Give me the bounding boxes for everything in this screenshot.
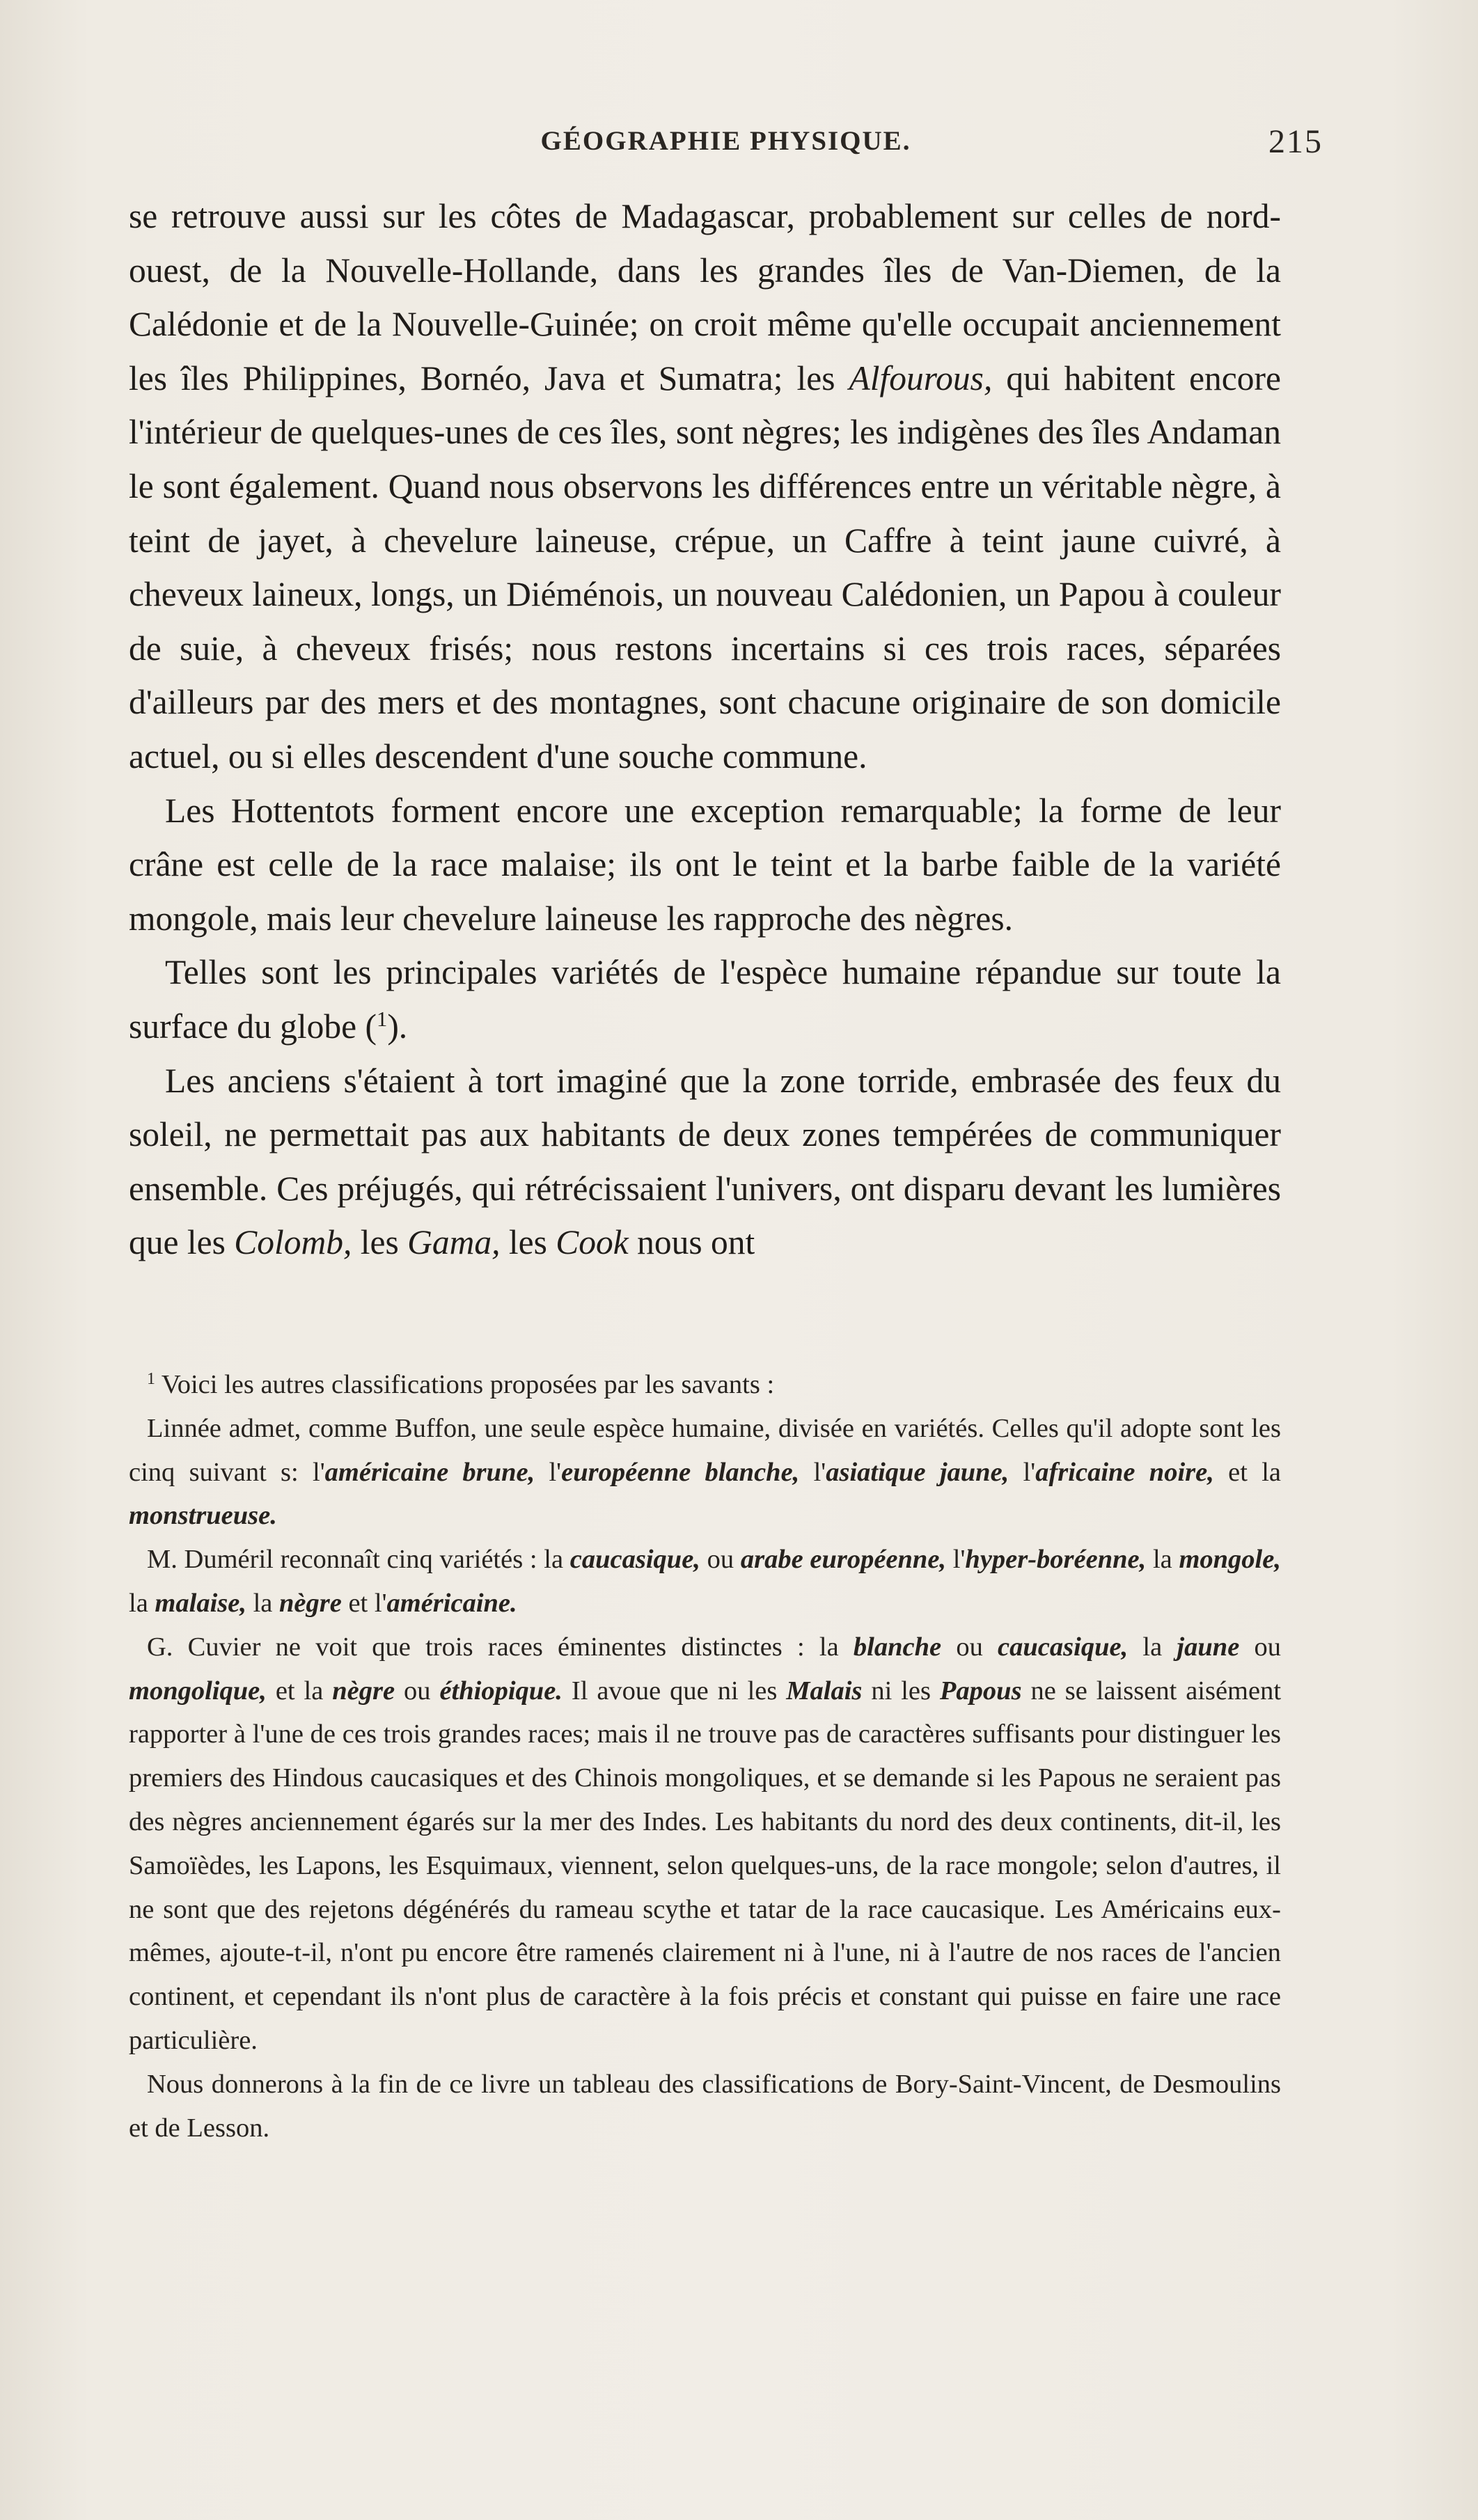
italic-term: américaine. <box>386 1588 517 1618</box>
footnote-cuvier: G. Cuvier ne voit que trois races éminentes distinctes : la blanche ou caucasique, la jaune ou mongolique, et la nègre ou éthiopique. Il avoue que ni les Malais ni les Papous ne se laissent aisément rapporter à l'une de ces trois grandes races; mais il ne trouve pas de caractères suffisants pour distinguer les premiers des Hindous caucasiques et des Chinois mongoliques, et se demande si les Papous ne seraient pas des nègres anciennement égarés sur la mer des Indes. Les habitants du nord des deux continents, dit-il, les Samoïèdes, les Lapons, les Esquimaux, viennent, selon quelques-uns, de la race mongole; selon d'autres, il ne sont que des rejetons dégénérés du rameau scythe et tatar de la race caucasique. Les Américains eux-mêmes, ajoute-t-il, n'ont pu encore être ramenés clairement ni à l'une, ni à l'autre de nos races de l'ancien continent, et cependant ils n'ont plus de caractère à la fois précis et constant qui puisse en faire une race particulière. <box>129 1632 1282 2055</box>
footnote-reference: ($^1$). <box>365 1007 408 1046</box>
italic-term: hyper-boréenne, <box>965 1545 1147 1575</box>
italic-term: éthiopique. <box>439 1676 563 1706</box>
text-run: Telles sont les principales variétés de l'espèce humaine répandue sur toute la surface du globe <box>129 953 1281 1046</box>
footnote-intro <box>129 1363 1281 1407</box>
footnote-closing: Nous donnerons à la fin de ce livre un tableau des classifications de Bory-Saint-Vincent, de Desmoulins et de Lesson. <box>129 2069 1281 2143</box>
italic-term: africaine noire, <box>1035 1457 1214 1487</box>
italic-term: caucasique, <box>569 1545 700 1575</box>
footnote-linnee: Linnée admet, comme Buffon, une seule espèce humaine, divisée en variétés. Celles qu'il adopte sont les cinq suivant s: l'américaine brune, l'européenne blanche, l'asiatique jaune, l'africaine noire, et la monstrueuse. <box>129 1413 1281 1531</box>
italic-term: américaine brune, <box>324 1457 535 1487</box>
italic-term: mongole, <box>1179 1545 1281 1575</box>
italic-term: asiatique jaune, <box>826 1457 1009 1487</box>
italic-term: blanche <box>853 1632 942 1662</box>
paragraph-1 <box>129 189 1281 784</box>
footnote-reference-number: 1 <box>376 1007 388 1032</box>
text-run: les <box>352 1223 408 1262</box>
main-text <box>129 189 1281 1270</box>
page-header <box>129 125 1323 167</box>
italic-term: nègre <box>279 1588 342 1618</box>
italic-term: Papous <box>939 1676 1022 1706</box>
italic-term: arabe européenne, <box>740 1545 947 1575</box>
italic-term: nègre <box>332 1676 395 1706</box>
text-run: Les anciens s'étaient à tort imaginé que la zone torride, embrasée des feux du soleil, ne permettait pas aux habitants de deux zones tempérées de communiquer ensemble. Ces préjugés, qui rétrécissaient l'univers, ont disparu devant les lumières que les <box>129 1061 1281 1262</box>
footnote-block <box>129 1363 1281 2150</box>
text-run: les <box>500 1223 556 1262</box>
italic-term: mongolique, <box>129 1676 267 1706</box>
text-run: se retrouve aussi sur les côtes de Madagascar, probablement sur celles de nord-ouest, de la Nouvelle-Hollande, dans les grandes îles de Van-Diemen, de la Calédonie et de la Nouvelle-Guinée; on croit même qu'elle occupait anciennement les îles Philippines, Bornéo, Java et Sumatra; les <box>129 197 1281 397</box>
text-run: Voici les autres classifications proposées par les savants : <box>155 1370 775 1399</box>
italic-term: Alfourous, <box>849 359 993 397</box>
italic-term: malaise, <box>155 1588 246 1618</box>
footnote-dumeril: M. Duméril reconnaît cinq variétés : la caucasique, ou arabe européenne, l'hyper-boréenne, la mongole, la malaise, la nègre et l'américaine. <box>129 1545 1281 1618</box>
italic-term: monstrueuse. <box>129 1501 277 1531</box>
italic-term: caucasique, <box>998 1632 1129 1662</box>
page-number: 215 <box>1268 123 1323 160</box>
italic-term: jaune <box>1177 1632 1240 1662</box>
paragraph-4 <box>129 1054 1281 1270</box>
running-title: GÉOGRAPHIE PHYSIQUE. <box>540 126 911 156</box>
italic-name: Gama, <box>407 1223 501 1262</box>
text-run: nous ont <box>628 1223 755 1262</box>
italic-term: européenne blanche, <box>561 1457 800 1487</box>
text-run: qui habitent encore l'intérieur de quelques-unes de ces îles, sont nègres; les indigènes des îles Andaman le sont également. Quand nous observons les différences entre un véritable nègre, à teint de jayet, à chevelure laineuse, crépue, un Caffre à teint jaune cuivré, à cheveux laineux, longs, un Diéménois, un nouveau Calédonien, un Papou à couleur de suie, à cheveux frisés; nous restons incertains si ces trois races, séparées d'ailleurs par des mers et des montagnes, sont chacune originaire de son domicile actuel, ou si elles descendent d'une souche commune. <box>129 359 1281 775</box>
paragraph-2: Les Hottentots forment encore une exception remarquable; la forme de leur crâne est celle de la race malaise; ils ont le teint et la barbe faible de la variété mongole, mais leur chevelure laineuse les rapproche des nègres. <box>129 791 1281 938</box>
italic-term: Malais <box>786 1676 863 1706</box>
italic-name: Cook <box>556 1223 629 1262</box>
footnote-number: 1 <box>147 1369 155 1388</box>
italic-name: Colomb, <box>234 1223 352 1262</box>
paragraph-3 <box>129 945 1281 1053</box>
